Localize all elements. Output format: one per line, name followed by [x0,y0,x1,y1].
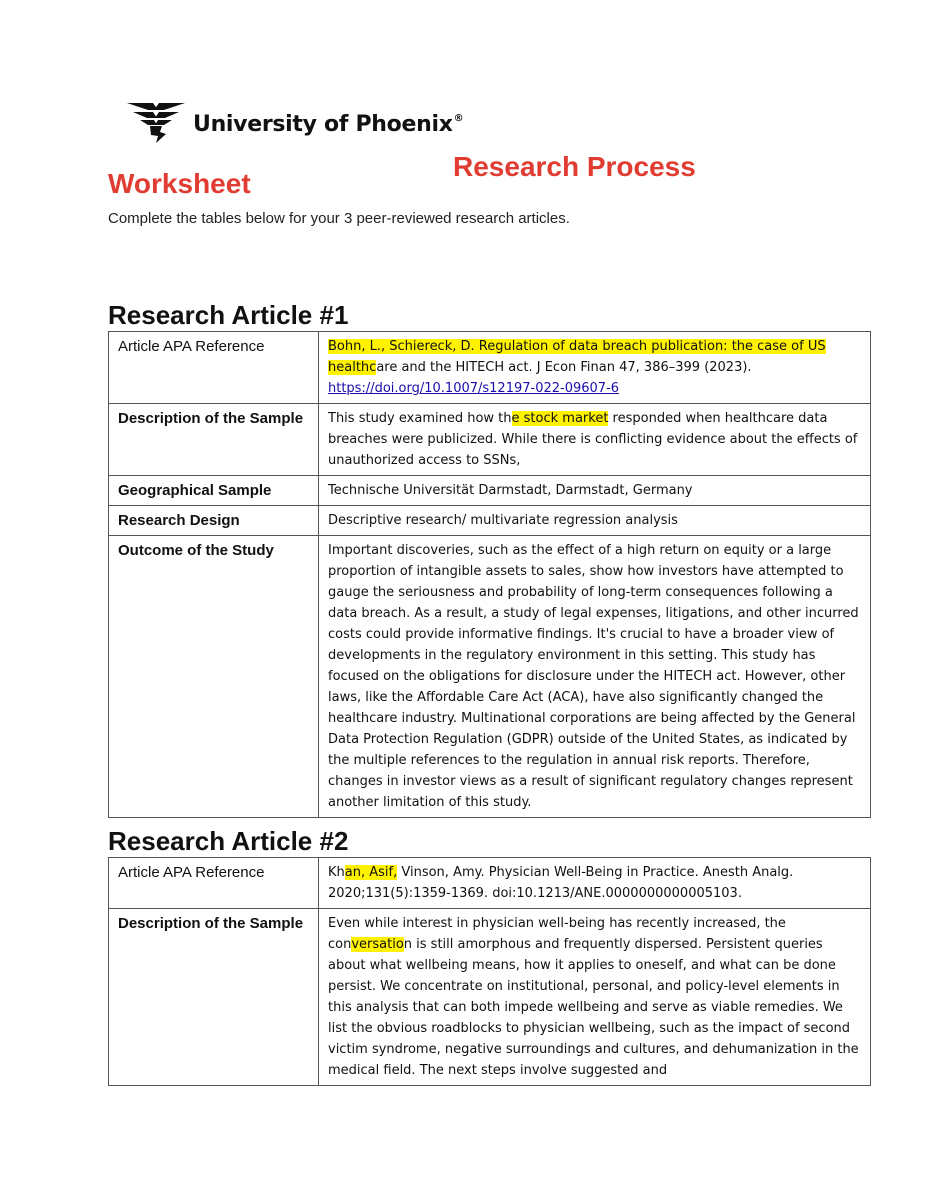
cell-text: Technische Universität Darmstadt, Darmstadt, Germany [328,483,693,498]
cell-text: are and the HITECH act. J Econ Finan 47, 386–399 (2023). [376,360,752,375]
row-label: Geographical Sample [109,476,319,506]
table-row [109,909,871,1086]
highlighted-text: Bohn, L., Schiereck, D. Regulation of data breach publication: the case of US healthc [328,339,826,375]
table-row [109,858,871,909]
sample-description-value [319,909,871,1086]
phoenix-logo-icon [127,100,185,144]
article-2-heading: Research Article #2 [108,826,349,856]
article-1-table [108,331,871,818]
table-row [109,506,871,536]
row-label: Article APA Reference [109,332,319,404]
row-label: Research Design [109,506,319,536]
highlighted-text: an, Asif, [344,865,398,880]
research-design-value [319,506,871,536]
article-2-table [108,857,871,1086]
study-outcome-value [319,536,871,818]
highlighted-text: e stock market [511,411,609,426]
highlighted-text: versatio [351,937,404,952]
cell-text: This study examined how th [328,411,512,426]
row-label: Outcome of the Study [109,536,319,818]
apa-reference-value [319,858,871,909]
article-1-heading: Research Article #1 [108,300,349,330]
page-title-worksheet: Worksheet [108,168,251,199]
cell-text: Vinson, Amy. Physician Well-Being in Practice. Anesth Analg. 2020;131(5):1359-1369. doi:10.1213/ANE.0000000000005103. [328,865,794,901]
cell-text: n is still amorphous and frequently dispersed. Persistent queries about what wellbeing means, how it applies to oneself, and what can be done persist. We concentrate on institutional, personal, and policy-level elements in this analysis that can both impede wellbeing and serve as viable remedies. We list the obvious roadblocks to physician wellbeing, such as the impact of second victim syndrome, negative surroundings and cultures, and dehumanization in the medical field. The next steps involve suggested and [328,937,859,1078]
university-logo [127,100,463,144]
cell-text: Important discoveries, such as the effect of a high return on equity or a large proportion of intangible assets to sales, show how investors have attempted to gauge the seriousness and probability of long-term consequences following a data breach. As a result, a study of legal expenses, litigations, and other incurred costs could provide informative findings. It's crucial to have a broader view of developments in the regulatory environment in this setting. This study has focused on the obligations for disclosure under the HITECH act. However, other laws, like the Affordable Care Act (ACA), have also significantly changed the healthcare industry. Multinational corporations are being affected by the General Data Protection Regulation (GDPR) outside of the United States, as indicated by the multiple references to the regulation in annual risk reports. Therefore, changes in investor views as a result of significant regulatory changes represent another limitation of this study. [328,543,859,810]
cell-text: responded when healthcare data breaches were publicized. While there is conflicting evidence about the effects of unauthorized access to SSNs, [328,411,858,468]
cell-text: Even while interest in physician well-being has recently increased, the con [328,916,786,952]
university-name: University of Phoenix® [193,112,464,137]
table-row [109,536,871,818]
geographical-sample-value [319,476,871,506]
row-label: Description of the Sample [109,909,319,1086]
table-row [109,332,871,404]
table-row [109,404,871,476]
cell-text: Kh [328,865,345,880]
cell-text: Descriptive research/ multivariate regression analysis [328,513,678,528]
table-row [109,476,871,506]
instructions-text: Complete the tables below for your 3 peer-reviewed research articles. [108,210,570,227]
row-label: Article APA Reference [109,858,319,909]
row-label: Description of the Sample [109,404,319,476]
doi-link[interactable]: https://doi.org/10.1007/s12197-022-09607-6 [328,381,620,396]
sample-description-value [319,404,871,476]
page-title-research-process: Research Process [453,151,696,182]
apa-reference-value [319,332,871,404]
